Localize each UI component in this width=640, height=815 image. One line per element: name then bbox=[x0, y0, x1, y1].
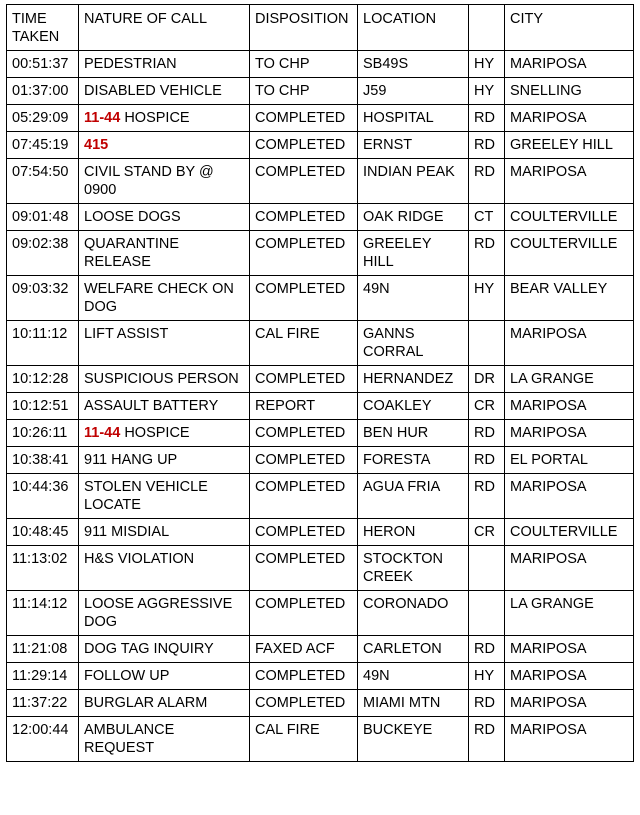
call-nature-text: H&S VIOLATION bbox=[84, 551, 195, 567]
cell-road-type: CR bbox=[469, 393, 505, 420]
cell-location: CARLETON bbox=[358, 636, 469, 663]
cell-location: MIAMI MTN bbox=[358, 690, 469, 717]
cell-nature bbox=[79, 366, 250, 393]
cell-disposition: TO CHP bbox=[250, 78, 358, 105]
cell-time: 10:11:12 bbox=[7, 321, 79, 366]
cell-disposition: COMPLETED bbox=[250, 519, 358, 546]
cell-road-type: RD bbox=[469, 159, 505, 204]
cell-time: 11:21:08 bbox=[7, 636, 79, 663]
cell-nature bbox=[79, 393, 250, 420]
call-nature-text: LOOSE AGGRESSIVE DOG bbox=[84, 596, 233, 630]
table-row bbox=[7, 204, 634, 231]
cell-city: MARIPOSA bbox=[505, 321, 634, 366]
cell-road-type: RD bbox=[469, 690, 505, 717]
cell-time: 12:00:44 bbox=[7, 717, 79, 762]
cell-location: AGUA FRIA bbox=[358, 474, 469, 519]
table-row bbox=[7, 366, 634, 393]
cell-nature bbox=[79, 321, 250, 366]
cell-location: ERNST bbox=[358, 132, 469, 159]
cell-time: 09:01:48 bbox=[7, 204, 79, 231]
cell-time: 11:14:12 bbox=[7, 591, 79, 636]
cell-city: LA GRANGE bbox=[505, 591, 634, 636]
cell-time: 01:37:00 bbox=[7, 78, 79, 105]
call-nature-text: ASSAULT BATTERY bbox=[84, 398, 219, 414]
header-time: TIME TAKEN bbox=[7, 5, 79, 51]
cell-disposition: COMPLETED bbox=[250, 231, 358, 276]
cell-time: 11:13:02 bbox=[7, 546, 79, 591]
cell-disposition: COMPLETED bbox=[250, 276, 358, 321]
call-code: 11-44 bbox=[84, 110, 121, 126]
cell-city: MARIPOSA bbox=[505, 690, 634, 717]
cell-road-type: RD bbox=[469, 132, 505, 159]
call-log-table bbox=[6, 4, 634, 762]
cell-disposition: COMPLETED bbox=[250, 159, 358, 204]
call-nature-text: STOLEN VEHICLE LOCATE bbox=[84, 479, 208, 513]
table-row bbox=[7, 78, 634, 105]
header-city: CITY bbox=[505, 5, 634, 51]
call-nature-text: PEDESTRIAN bbox=[84, 56, 177, 72]
cell-nature bbox=[79, 447, 250, 474]
cell-city: COULTERVILLE bbox=[505, 204, 634, 231]
cell-city: MARIPOSA bbox=[505, 420, 634, 447]
cell-road-type: DR bbox=[469, 366, 505, 393]
cell-disposition: COMPLETED bbox=[250, 447, 358, 474]
cell-nature bbox=[79, 546, 250, 591]
cell-disposition: COMPLETED bbox=[250, 591, 358, 636]
cell-road-type bbox=[469, 546, 505, 591]
cell-city: GREELEY HILL bbox=[505, 132, 634, 159]
call-nature-text: LOOSE DOGS bbox=[84, 209, 181, 225]
header-disposition: DISPOSITION bbox=[250, 5, 358, 51]
table-row bbox=[7, 321, 634, 366]
cell-city: COULTERVILLE bbox=[505, 231, 634, 276]
call-nature-text: AMBULANCE REQUEST bbox=[84, 722, 175, 756]
cell-city: MARIPOSA bbox=[505, 663, 634, 690]
call-nature-text: FOLLOW UP bbox=[84, 668, 170, 684]
cell-city: MARIPOSA bbox=[505, 474, 634, 519]
header-type bbox=[469, 5, 505, 51]
cell-time: 07:54:50 bbox=[7, 159, 79, 204]
cell-location: HOSPITAL bbox=[358, 105, 469, 132]
cell-time: 00:51:37 bbox=[7, 51, 79, 78]
cell-nature bbox=[79, 591, 250, 636]
cell-disposition: COMPLETED bbox=[250, 546, 358, 591]
cell-road-type: RD bbox=[469, 636, 505, 663]
cell-time: 10:44:36 bbox=[7, 474, 79, 519]
cell-location: SB49S bbox=[358, 51, 469, 78]
cell-road-type: CT bbox=[469, 204, 505, 231]
cell-nature bbox=[79, 519, 250, 546]
cell-nature bbox=[79, 717, 250, 762]
cell-city: MARIPOSA bbox=[505, 159, 634, 204]
table-row bbox=[7, 690, 634, 717]
cell-disposition: COMPLETED bbox=[250, 663, 358, 690]
cell-road-type: RD bbox=[469, 474, 505, 519]
cell-road-type: HY bbox=[469, 276, 505, 321]
cell-disposition: FAXED ACF bbox=[250, 636, 358, 663]
cell-location: 49N bbox=[358, 663, 469, 690]
cell-city: MARIPOSA bbox=[505, 51, 634, 78]
cell-disposition: COMPLETED bbox=[250, 132, 358, 159]
cell-road-type bbox=[469, 591, 505, 636]
cell-disposition: REPORT bbox=[250, 393, 358, 420]
cell-location: COAKLEY bbox=[358, 393, 469, 420]
cell-road-type: RD bbox=[469, 420, 505, 447]
cell-time: 09:03:32 bbox=[7, 276, 79, 321]
call-nature-text: DISABLED VEHICLE bbox=[84, 83, 222, 99]
call-nature-text: DOG TAG INQUIRY bbox=[84, 641, 214, 657]
table-row bbox=[7, 159, 634, 204]
table-row bbox=[7, 474, 634, 519]
table-row bbox=[7, 231, 634, 276]
table-row bbox=[7, 519, 634, 546]
cell-location: CORONADO bbox=[358, 591, 469, 636]
cell-nature bbox=[79, 663, 250, 690]
call-nature-text: SUSPICIOUS PERSON bbox=[84, 371, 239, 387]
call-nature-text: QUARANTINE RELEASE bbox=[84, 236, 180, 270]
cell-location: 49N bbox=[358, 276, 469, 321]
cell-time: 10:38:41 bbox=[7, 447, 79, 474]
header-nature: NATURE OF CALL bbox=[79, 5, 250, 51]
cell-city: BEAR VALLEY bbox=[505, 276, 634, 321]
call-nature-text: HOSPICE bbox=[120, 110, 190, 126]
cell-location: OAK RIDGE bbox=[358, 204, 469, 231]
cell-road-type: RD bbox=[469, 447, 505, 474]
cell-nature bbox=[79, 159, 250, 204]
call-nature-text: BURGLAR ALARM bbox=[84, 695, 208, 711]
call-nature-text: CIVIL STAND BY @ 0900 bbox=[84, 164, 214, 198]
cell-nature bbox=[79, 231, 250, 276]
cell-location: J59 bbox=[358, 78, 469, 105]
table-row bbox=[7, 132, 634, 159]
table-row bbox=[7, 663, 634, 690]
cell-location: HERNANDEZ bbox=[358, 366, 469, 393]
cell-disposition: COMPLETED bbox=[250, 105, 358, 132]
table-row bbox=[7, 393, 634, 420]
cell-road-type: CR bbox=[469, 519, 505, 546]
cell-nature bbox=[79, 474, 250, 519]
cell-location: INDIAN PEAK bbox=[358, 159, 469, 204]
cell-location: STOCKTON CREEK bbox=[358, 546, 469, 591]
cell-road-type: HY bbox=[469, 78, 505, 105]
cell-disposition: COMPLETED bbox=[250, 474, 358, 519]
cell-road-type: HY bbox=[469, 663, 505, 690]
cell-location: BUCKEYE bbox=[358, 717, 469, 762]
cell-nature bbox=[79, 276, 250, 321]
cell-time: 09:02:38 bbox=[7, 231, 79, 276]
table-row bbox=[7, 105, 634, 132]
call-nature-text: LIFT ASSIST bbox=[84, 326, 169, 342]
cell-nature bbox=[79, 78, 250, 105]
cell-road-type: RD bbox=[469, 717, 505, 762]
cell-nature bbox=[79, 51, 250, 78]
table-row bbox=[7, 591, 634, 636]
table-row bbox=[7, 447, 634, 474]
cell-city: MARIPOSA bbox=[505, 717, 634, 762]
cell-nature bbox=[79, 105, 250, 132]
cell-location: GANNS CORRAL bbox=[358, 321, 469, 366]
cell-road-type: HY bbox=[469, 51, 505, 78]
cell-city: LA GRANGE bbox=[505, 366, 634, 393]
call-code: 11-44 bbox=[84, 425, 121, 441]
cell-city: EL PORTAL bbox=[505, 447, 634, 474]
cell-location: FORESTA bbox=[358, 447, 469, 474]
cell-city: MARIPOSA bbox=[505, 393, 634, 420]
cell-city: MARIPOSA bbox=[505, 546, 634, 591]
table-row bbox=[7, 717, 634, 762]
cell-road-type: RD bbox=[469, 105, 505, 132]
cell-nature bbox=[79, 690, 250, 717]
cell-nature bbox=[79, 132, 250, 159]
cell-location: BEN HUR bbox=[358, 420, 469, 447]
cell-time: 11:29:14 bbox=[7, 663, 79, 690]
cell-city: SNELLING bbox=[505, 78, 634, 105]
cell-nature bbox=[79, 204, 250, 231]
cell-city: COULTERVILLE bbox=[505, 519, 634, 546]
cell-disposition: COMPLETED bbox=[250, 690, 358, 717]
cell-disposition: CAL FIRE bbox=[250, 717, 358, 762]
call-nature-text: 911 MISDIAL bbox=[84, 524, 170, 540]
cell-location: GREELEY HILL bbox=[358, 231, 469, 276]
table-row bbox=[7, 636, 634, 663]
cell-time: 10:12:28 bbox=[7, 366, 79, 393]
call-nature-text: 911 HANG UP bbox=[84, 452, 178, 468]
cell-time: 10:26:11 bbox=[7, 420, 79, 447]
cell-disposition: COMPLETED bbox=[250, 204, 358, 231]
cell-disposition: CAL FIRE bbox=[250, 321, 358, 366]
table-row bbox=[7, 51, 634, 78]
cell-road-type bbox=[469, 321, 505, 366]
table-row bbox=[7, 276, 634, 321]
cell-disposition: COMPLETED bbox=[250, 366, 358, 393]
cell-nature bbox=[79, 420, 250, 447]
cell-time: 05:29:09 bbox=[7, 105, 79, 132]
table-row bbox=[7, 420, 634, 447]
table-row bbox=[7, 546, 634, 591]
header-row bbox=[7, 5, 634, 51]
cell-time: 07:45:19 bbox=[7, 132, 79, 159]
cell-time: 10:12:51 bbox=[7, 393, 79, 420]
cell-time: 11:37:22 bbox=[7, 690, 79, 717]
call-nature-text: WELFARE CHECK ON DOG bbox=[84, 281, 234, 315]
cell-city: MARIPOSA bbox=[505, 636, 634, 663]
cell-location: HERON bbox=[358, 519, 469, 546]
call-code: 415 bbox=[84, 137, 109, 153]
header-location: LOCATION bbox=[358, 5, 469, 51]
cell-nature bbox=[79, 636, 250, 663]
call-nature-text: HOSPICE bbox=[120, 425, 190, 441]
cell-road-type: RD bbox=[469, 231, 505, 276]
cell-time: 10:48:45 bbox=[7, 519, 79, 546]
cell-disposition: TO CHP bbox=[250, 51, 358, 78]
cell-city: MARIPOSA bbox=[505, 105, 634, 132]
cell-disposition: COMPLETED bbox=[250, 420, 358, 447]
